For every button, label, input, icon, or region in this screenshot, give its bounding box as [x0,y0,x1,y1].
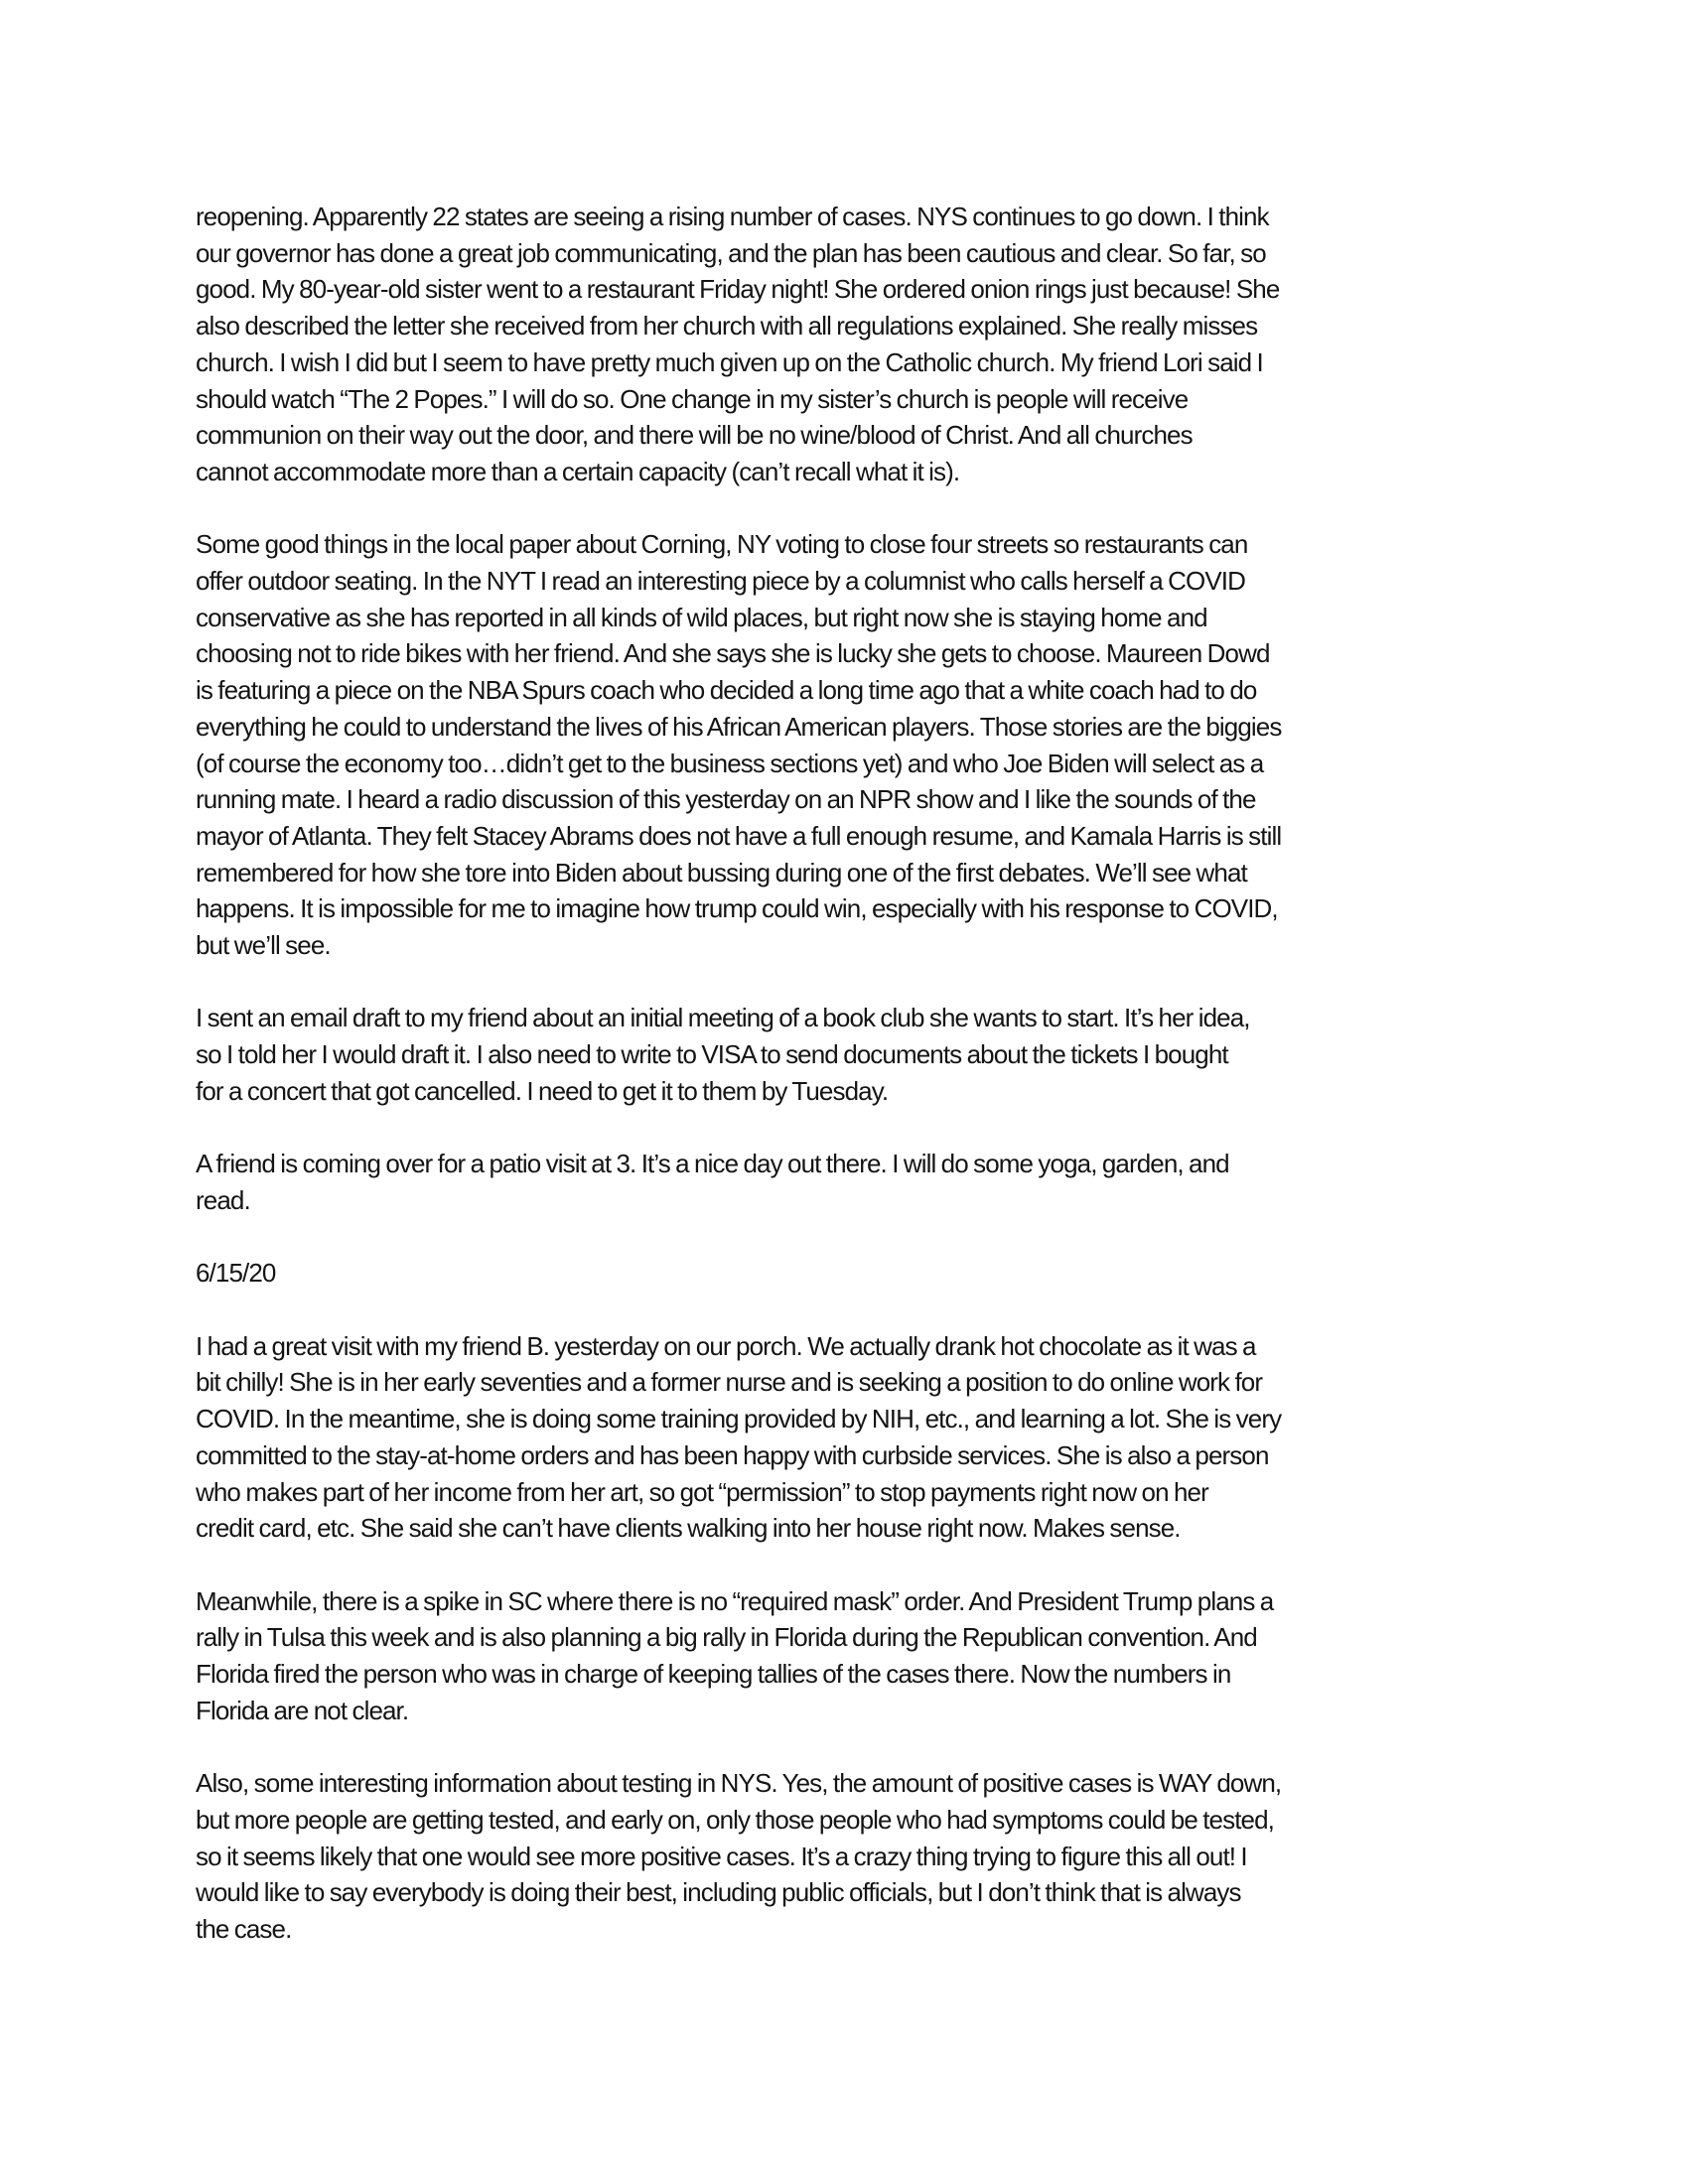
text-line: I sent an email draft to my friend about an initial meeting of a book club she wants to start. It’s her idea, [196,1003,1250,1033]
text-line: the case. [196,1913,292,1944]
text-line: Some good things in the local paper about Corning, NY voting to close four streets so restaurants can [196,529,1248,560]
text-line: (of course the economy too…didn’t get to the business sections yet) and who Joe Biden will select as a [196,748,1264,778]
text-line: everything he could to understand the lives of his African American players. Those stories are the biggies [196,711,1282,742]
text-line: running mate. I heard a radio discussion of this yesterday on an NPR show and I like the sounds of the [196,784,1256,815]
text-line: reopening. Apparently 22 states are seeing a rising number of cases. NYS continues to go down. I think [196,202,1269,231]
document-page [196,199,1516,1983]
paragraph-friend-visit [196,1328,1516,1547]
text-line: read. [196,1184,250,1215]
text-line: should watch “The 2 Popes.” I will do so. One change in my sister’s church is people will receive [196,383,1189,414]
text-line: church. I wish I did but I seem to have pretty much given up on the Catholic church. My friend Lori said I [196,346,1263,377]
text-line: good. My 80-year-old sister went to a restaurant Friday night! She ordered onion rings just because! She [196,274,1280,305]
text-line: credit card, etc. She said she can’t have clients walking into her house right now. Makes sense. [196,1513,1181,1544]
text-line: Florida fired the person who was in charge of keeping tallies of the cases there. Now the numbers in [196,1659,1231,1690]
text-line: our governor has done a great job communicating, and the plan has been cautious and clear. So far, so [196,237,1266,268]
text-line: cannot accommodate more than a certain capacity (can’t recall what it is). [196,456,960,486]
text-line: mayor of Atlanta. They felt Stacey Abrams does not have a full enough resume, and Kamala Harris is still [196,820,1282,851]
text-line: who makes part of her income from her art, so got “permission” to stop payments right now on her [196,1476,1208,1507]
text-line: choosing not to ride bikes with her friend. And she says she is lucky she gets to choose. Maureen Dowd [196,638,1270,669]
text-line: Also, some interesting information about testing in NYS. Yes, the amount of positive cases is WAY down, [196,1768,1282,1799]
paragraph-patio-visit [196,1146,1516,1218]
text-line: but more people are getting tested, and early on, only those people who had symptoms could be tested, [196,1804,1274,1835]
text-line: would like to say everybody is doing their best, including public officials, but I don’t think that is always [196,1877,1241,1908]
text-line: happens. It is impossible for me to imagine how trump could win, especially with his response to COVID, [196,893,1278,924]
text-line: so I told her I would draft it. I also need to write to VISA to send documents about the tickets I bought [196,1039,1228,1070]
paragraph-testing-nys [196,1765,1516,1948]
text-line: Meanwhile, there is a spike in SC where there is no “required mask” order. And President Trump plans a [196,1585,1274,1616]
text-line: I had a great visit with my friend B. yesterday on our porch. We actually drank hot chocolate as it was a [196,1330,1256,1361]
text-line: Florida are not clear. [196,1695,409,1725]
text-line: committed to the stay-at-home orders and has been happy with curbside services. She is also a person [196,1439,1269,1470]
paragraph-reopening [196,199,1516,490]
text-line: COVID. In the meantime, she is doing some training provided by NIH, etc., and learning a lot. She is very [196,1404,1282,1434]
text-line: for a concert that got cancelled. I need to get it to them by Tuesday. [196,1075,889,1106]
paragraph-local-paper [196,526,1516,963]
text-line: so it seems likely that one would see more positive cases. It’s a crazy thing trying to figure this all out! I [196,1841,1247,1871]
date-heading: 6/15/20 [196,1258,276,1289]
text-line: communion on their way out the door, and there will be no wine/blood of Christ. And all churches [196,420,1193,451]
text-line: is featuring a piece on the NBA Spurs coach who decided a long time ago that a white coach had to do [196,675,1257,706]
paragraph-spike-sc [196,1583,1516,1729]
text-line: also described the letter she received from her church with all regulations explained. She really misses [196,311,1258,341]
text-line: but we’ll see. [196,930,331,961]
text-line: A friend is coming over for a patio visit at 3. It’s a nice day out there. I will do some yoga, garden, and [196,1149,1229,1179]
text-line: rally in Tulsa this week and is also planning a big rally in Florida during the Republican convention. And [196,1622,1257,1653]
paragraph-email-draft [196,1000,1516,1109]
text-line: conservative as she has reported in all kinds of wild places, but right now she is staying home and [196,602,1207,632]
text-line: remembered for how she tore into Biden about bussing during one of the first debates. We’ll see what [196,857,1247,887]
text-line: offer outdoor seating. In the NYT I read an interesting piece by a columnist who calls herself a COVID [196,566,1245,597]
text-line: bit chilly! She is in her early seventies and a former nurse and is seeking a position to do online work for [196,1367,1263,1398]
